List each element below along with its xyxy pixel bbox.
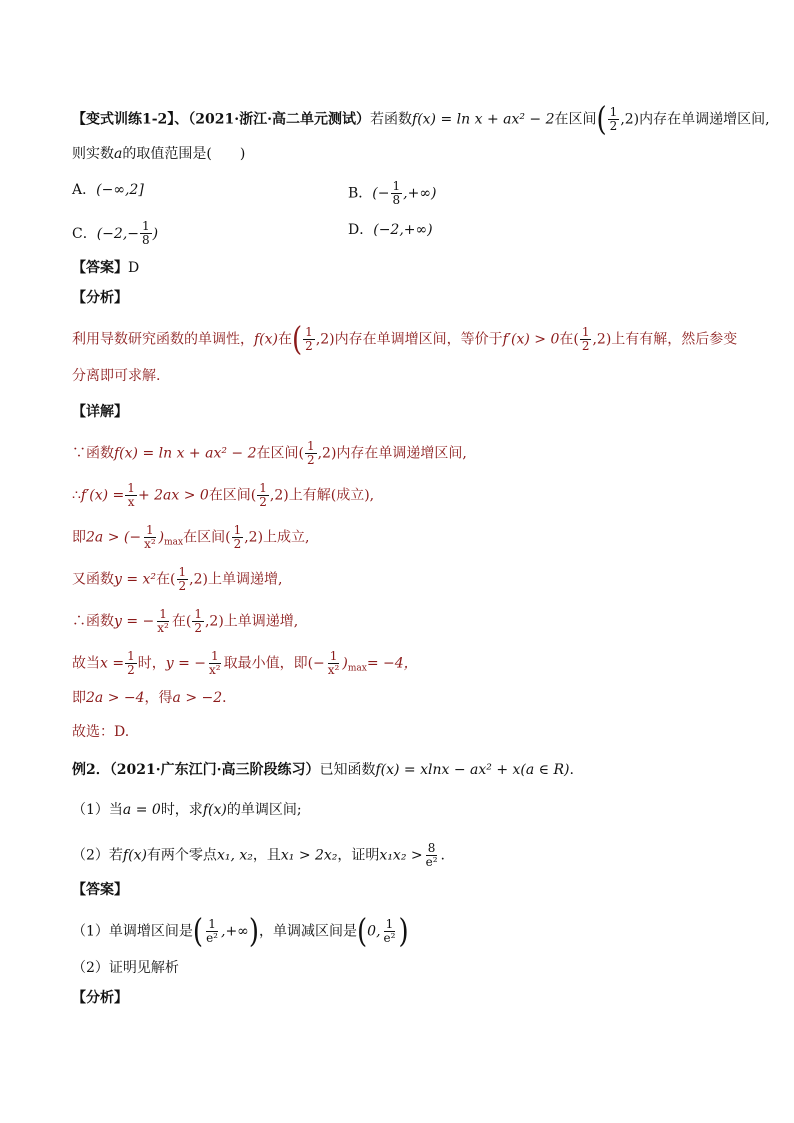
answer2-den: e² (206, 931, 218, 945)
ex2-p1-a: （1）当 (72, 802, 123, 818)
ex2-p1-b: a = 0 (122, 802, 161, 818)
detail-line2 (72, 482, 374, 509)
detail-l7-e: ． (222, 690, 237, 706)
detail-l3-c: ) (158, 529, 165, 546)
detail-l3-den-2: 2 (233, 537, 242, 551)
detail-l7-a: 即 (72, 690, 86, 706)
answer2-l1-d: 0, (367, 923, 381, 940)
q1-interval-open: ( (596, 100, 607, 139)
ex2-p1-e: 的单调区间; (226, 802, 302, 818)
detail-label: 【详解】 (72, 404, 128, 420)
option-a-value: (−∞,2] (96, 182, 144, 198)
option-c-num: 1 (142, 219, 150, 233)
q1-stem-line (72, 100, 770, 139)
detail-l6-a: 故当 (72, 655, 100, 672)
ex2-p2-c: 有两个零点 (146, 847, 217, 864)
option-b-end: ,+∞) (403, 185, 437, 202)
ex2-p1-d: f(x) (202, 802, 227, 818)
answer2-label: 【答案】 (72, 882, 128, 898)
option-b[interactable] (348, 180, 436, 207)
detail-l6-num: 1 (127, 649, 135, 663)
option-d[interactable] (348, 220, 433, 240)
detail-l5-b: y = − (114, 613, 155, 630)
detail-l6-fraction-3 (326, 650, 342, 677)
ex2-p2-b: f(x) (122, 847, 147, 864)
ex2-p2-num: 8 (427, 841, 436, 855)
detail-l4-c: 在( (156, 571, 176, 588)
detail-l1-func: f(x) = ln x + ax² − 2 (114, 445, 257, 462)
detail-l6-d: y = − (165, 655, 206, 672)
detail-l1-den: 2 (306, 453, 315, 467)
detail-l2-c: 在区间( (208, 487, 257, 504)
detail-l6-g: = −4， (366, 655, 418, 672)
answer2-l1-b: ,+∞ (221, 923, 249, 940)
detail-l7-b: 2a > −4 (86, 690, 145, 706)
detail-l3-e: ,2)上成立, (244, 529, 310, 546)
analysis-half-num-2: 1 (581, 325, 590, 339)
answer2-l1-c: ，单调减区间是 (259, 923, 357, 940)
q1-stem-c: 内存在单调递增区间, (639, 111, 770, 128)
ex2-p2-h: x₁x₂ > (379, 847, 423, 864)
detail-l6-b: x = (100, 655, 125, 672)
analysis-line2: 分离即可求解. (72, 368, 161, 384)
detail-l5-c: 在( (171, 613, 192, 630)
detail-l5-a: ∴函数 (72, 613, 114, 630)
analysis-l1-e: 在( (559, 331, 579, 348)
option-a[interactable] (72, 182, 144, 198)
option-c[interactable] (72, 219, 159, 247)
q1-stem-b: 在区间 (554, 111, 597, 128)
answer-label: 【答案】 (72, 260, 128, 276)
detail-l3-num-2: 1 (233, 523, 242, 537)
option-c-value: (−2,− (96, 225, 139, 242)
detail-l5-den-2: 2 (194, 621, 202, 635)
analysis-l1-d: f′(x) > 0 (502, 331, 560, 348)
option-c-fraction (140, 220, 152, 247)
analysis-l1-fx: f(x) (254, 331, 279, 348)
option-d-value: (−2,+∞) (373, 222, 433, 238)
ex2-p2-den: e² (425, 855, 438, 869)
detail-l1-c: ,2)内存在单调递增区间, (317, 445, 467, 462)
detail-l6-e: 取最小值，即(− (223, 655, 325, 672)
q1-half-fraction (608, 106, 620, 133)
answer2-fraction-2 (382, 918, 398, 945)
detail-line8: 故选：D. (72, 724, 130, 740)
detail-l6-fraction (125, 650, 137, 677)
option-a-label: A． (72, 182, 97, 198)
detail-line3 (72, 524, 310, 553)
detail-l5-den: x² (157, 621, 169, 635)
detail-l5-d: ,2)上单调递增, (204, 613, 299, 630)
detail-l2-func: f′(x) = (80, 487, 125, 504)
ex2-stem (72, 760, 574, 780)
option-b-label: B． (348, 185, 373, 202)
detail-l7-d: a > −2 (172, 690, 223, 706)
answer2-line2: （2）证明见解析 (72, 960, 179, 976)
detail-l6-den-3: x² (327, 663, 340, 677)
detail-l1-b: 在区间( (256, 445, 304, 462)
answer-line (72, 258, 139, 278)
detail-l4-den: 2 (178, 579, 187, 593)
detail-l1-a: ∵函数 (72, 445, 114, 462)
analysis-half-den-2: 2 (581, 339, 590, 353)
ex2-p2-a: （2）若 (72, 847, 123, 864)
q1-half-den: 2 (609, 119, 618, 133)
answer2-line1 (72, 912, 409, 951)
option-b-value: (− (372, 185, 390, 202)
answer2-den-2: e² (383, 931, 396, 945)
detail-l2-fraction (125, 482, 137, 509)
analysis-label: 【分析】 (72, 290, 128, 306)
detail-l6-c: 时， (137, 655, 166, 672)
ex2-p2-fraction (424, 842, 440, 869)
option-c-end: ) (152, 225, 159, 242)
detail-l5-fraction (155, 608, 171, 635)
analysis-paren-open: ( (292, 320, 303, 359)
q1-options-cd (72, 220, 722, 247)
q1-half-num: 1 (609, 105, 618, 119)
analysis-l1-f: ,2)上有有解，然后参变 (592, 331, 738, 348)
answer2-l1-a: （1）单调增区间是 (72, 923, 193, 940)
detail-l2-den-2: 2 (259, 495, 267, 509)
detail-l2-num: 1 (127, 481, 135, 495)
q1-options-ab (72, 179, 722, 207)
ex2-part2 (72, 842, 445, 869)
detail-l3-den: x² (144, 537, 156, 551)
detail-l4-fraction (177, 566, 189, 593)
detail-l2-b: + 2ax > 0 (137, 487, 209, 504)
detail-line1 (72, 440, 467, 467)
detail-l3-fraction (142, 524, 158, 551)
option-b-den: 8 (392, 193, 401, 207)
detail-l5-fraction-2 (192, 608, 204, 635)
detail-l7-c: ，得 (144, 690, 173, 706)
analysis-line1 (72, 320, 738, 359)
detail-l1-num: 1 (306, 439, 315, 453)
detail-l4-d: ,2)上单调递增, (189, 571, 283, 588)
detail-l5-num: 1 (159, 607, 167, 621)
detail-l6-f: ) (342, 655, 348, 672)
detail-l6-sub: max (347, 663, 367, 674)
analysis2-label: 【分析】 (72, 990, 128, 1006)
option-b-fraction (391, 180, 403, 207)
answer-value: D (128, 260, 140, 276)
detail-line7 (72, 688, 236, 708)
q1-tag: 【变式训练1-2】 (72, 111, 175, 128)
ex2-func: f(x) = xlnx − ax² + x(a ∈ R) (375, 762, 570, 778)
q1-source: 、（2021·浙江·高二单元测试） (174, 111, 371, 128)
ex2-p2-i: . (440, 847, 445, 864)
ex2-p2-d: x₁, x₂ (216, 847, 253, 864)
detail-l4-b: y = x² (114, 571, 157, 588)
detail-l1-fraction (305, 440, 317, 467)
detail-l3-sub: max (164, 537, 184, 548)
detail-l3-a: 即 (72, 529, 86, 546)
detail-l3-d: 在区间( (183, 529, 231, 546)
detail-l2-d: ,2)上有解(成立), (269, 487, 375, 504)
ex2-p2-g: ，证明 (337, 847, 380, 864)
detail-l6-den: 2 (127, 663, 135, 677)
detail-line6 (72, 650, 418, 679)
answer2-num-2: 1 (385, 917, 394, 931)
option-d-label: D． (348, 222, 374, 238)
ex2-part1 (72, 800, 302, 820)
answer2-paren-close: ) (248, 912, 259, 951)
option-b-num: 1 (392, 179, 401, 193)
detail-l6-den-2: x² (209, 663, 221, 677)
ex2-title: 例2．（2021·广东江门·高三阶段练习） (72, 762, 320, 778)
q1-line2 (72, 144, 245, 164)
analysis-half-fraction-2 (580, 326, 592, 353)
detail-l5-num-2: 1 (194, 607, 202, 621)
analysis-l1-c: 内存在单调增区间，等价于 (334, 331, 503, 348)
answer2-paren-open-2: ( (357, 912, 368, 951)
q1-line2-text: 则实数 (72, 146, 114, 162)
analysis-interval-close: ,2) (315, 331, 335, 348)
detail-l3-b: 2a > (− (86, 529, 142, 546)
detail-l2-num-2: 1 (259, 481, 267, 495)
detail-l4-num: 1 (178, 565, 187, 579)
q1-func: f(x) = ln x + ax² − 2 (412, 111, 555, 128)
detail-l2-fraction-2 (257, 482, 269, 509)
detail-l2-den: x (127, 495, 135, 509)
ex2-p2-e: ，且 (252, 847, 281, 864)
detail-l6-num-2: 1 (210, 649, 219, 663)
analysis-half-fraction (303, 326, 315, 353)
q1-interval-close: ,2) (620, 111, 640, 128)
q1-var-a: a (114, 146, 123, 162)
answer2-num: 1 (208, 917, 216, 931)
analysis-l1-a: 利用导数研究函数的单调性， (72, 331, 254, 348)
ex2-stem-end: . (569, 762, 574, 778)
detail-l3-fraction-2 (232, 524, 244, 551)
option-c-den: 8 (142, 233, 150, 247)
detail-l4-a: 又函数 (72, 571, 114, 588)
detail-l2-a: ∴ (72, 487, 81, 504)
q1-line2-end: 的取值范围是( ) (122, 146, 246, 162)
q1-stem-a: 若函数 (370, 111, 413, 128)
answer2-fraction (204, 918, 220, 945)
ex2-p2-f: x₁ > 2x₂ (280, 847, 338, 864)
detail-l6-num-3: 1 (329, 649, 338, 663)
answer2-paren-close-2: ) (398, 912, 409, 951)
analysis-l1-b: 在 (278, 331, 293, 348)
ex2-stem-a: 已知函数 (319, 762, 376, 778)
analysis-half-num: 1 (305, 325, 313, 339)
analysis-half-den: 2 (305, 339, 313, 353)
detail-line4 (72, 566, 282, 593)
option-c-label: C． (72, 225, 97, 242)
detail-l6-fraction-2 (207, 650, 223, 677)
detail-l3-num: 1 (146, 523, 154, 537)
answer2-paren-open: ( (192, 912, 204, 951)
ex2-p1-c: 时，求 (160, 802, 203, 818)
detail-line5 (72, 608, 298, 635)
